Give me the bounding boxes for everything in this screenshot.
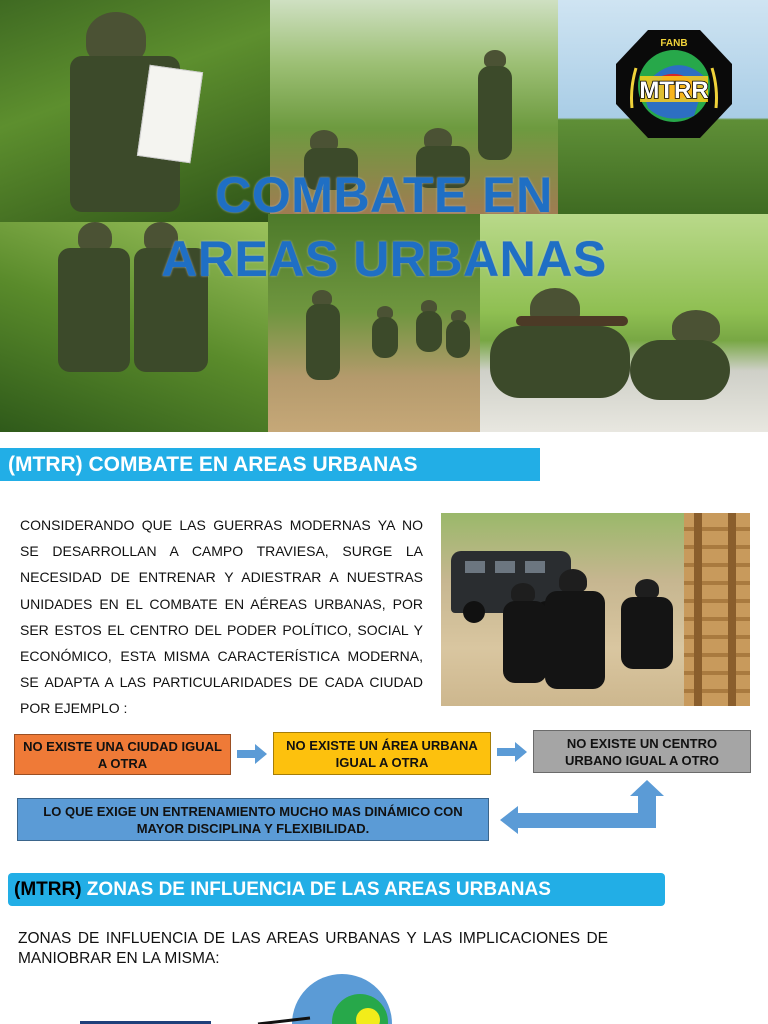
section-prefix: (MTRR) — [14, 879, 82, 900]
flow-box-ciudad: NO EXISTE UNA CIUDAD IGUAL A OTRA — [14, 734, 231, 775]
soldier-figure — [490, 288, 630, 398]
bent-arrow-icon — [500, 780, 664, 836]
intro-paragraph: CONSIDERANDO QUE LAS GUERRAS MODERNAS YA NO SE DESARROLLAN A CAMPO TRAVIESA, SURGE LA NECESIDAD DE ENTRENAR Y ADIESTRAR A NUESTRAS UNIDADES EN EL COMBATE EN AÉREAS URBANAS, POR SER ESTOS EL CENTRO DEL PODER POLÍTICO, SOCIAL Y ECONÓMICO, ESTA MISMA CARACTERÍSTICA MODERNA, SE ADAPTA A LAS PARTICULARIDADES DE CADA CIUDAD POR EJEMPLO : — [20, 517, 423, 717]
photo-collage — [0, 0, 768, 432]
collage-title-line1: COMBATE EN — [215, 167, 553, 223]
section-header-zonas — [8, 873, 665, 906]
notebook-paper — [137, 65, 203, 164]
rocket-launcher — [516, 316, 628, 326]
operator-figure — [503, 583, 547, 683]
section-title: ZONAS DE INFLUENCIA DE LAS AREAS URBANAS — [81, 879, 551, 900]
influence-zones-diagram — [0, 966, 768, 1024]
soldier-figure — [372, 306, 400, 358]
flow-box-centro-urbano: NO EXISTE UN CENTRO URBANO IGUAL A OTRO — [533, 730, 751, 773]
soldier-figure — [478, 50, 518, 160]
arrow-right-icon — [237, 744, 267, 764]
operator-figure — [545, 569, 605, 689]
wooden-fence — [684, 513, 750, 706]
logo-main-text: MTRR — [639, 77, 709, 104]
soldier-figure — [306, 290, 342, 380]
operator-figure — [621, 579, 673, 669]
zonas-paragraph: ZONAS DE INFLUENCIA DE LAS AREAS URBANAS Y LAS IMPLICACIONES DE MANIOBRAR EN LA MISMA: — [18, 930, 608, 967]
soldier-figure — [630, 310, 730, 400]
section-header-combate: (MTRR) COMBATE EN AREAS URBANAS — [0, 448, 540, 481]
collage-title-line2: AREAS URBANAS — [161, 231, 607, 287]
arrow-right-icon — [497, 742, 527, 762]
flow-box-area-urbana: NO EXISTE UN ÁREA URBANA IGUAL A OTRA — [273, 732, 491, 775]
photo-urban-assault-team — [441, 513, 750, 706]
mtrr-shield-logo — [614, 28, 734, 140]
soldier-figure — [416, 300, 444, 352]
logo-top-text: FANB — [660, 38, 688, 49]
soldier-figure — [446, 310, 472, 358]
flow-box-entrenamiento: LO QUE EXIGE UN ENTRENAMIENTO MUCHO MAS DINÁMICO CON MAYOR DISCIPLINA Y FLEXIBILIDAD. — [17, 798, 489, 841]
